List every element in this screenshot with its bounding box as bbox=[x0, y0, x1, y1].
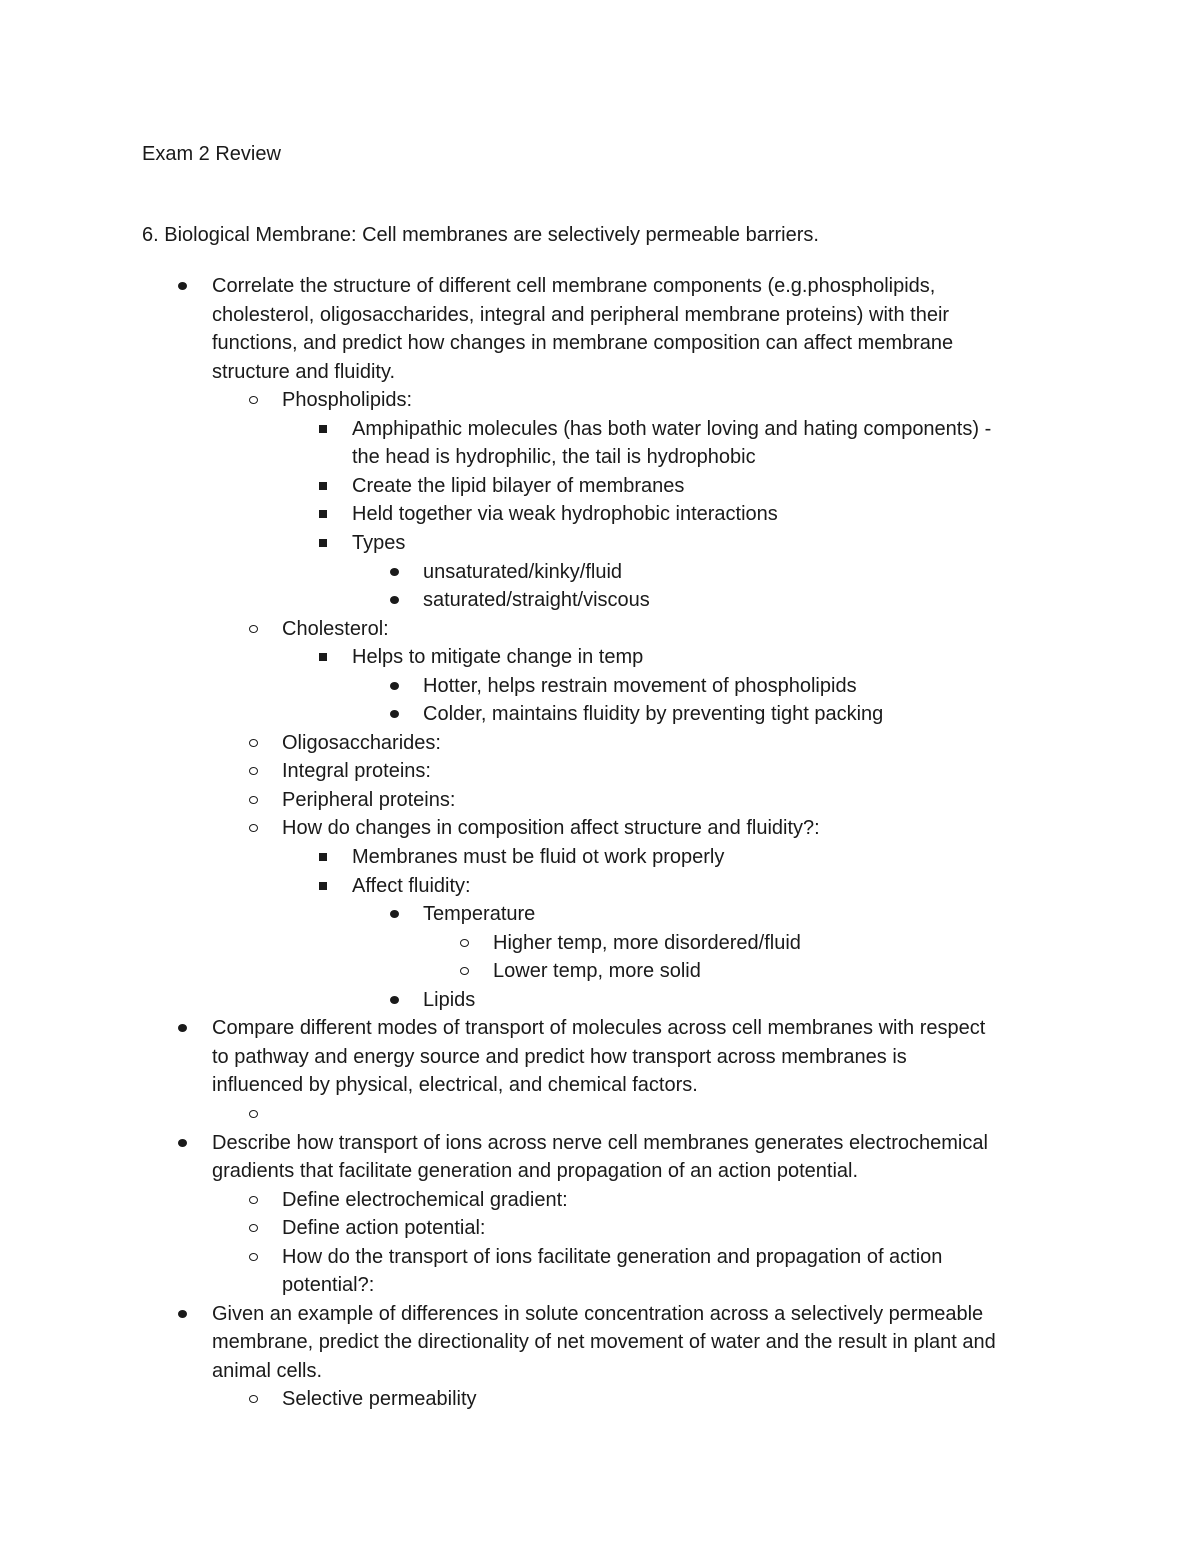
disc-bullet-icon bbox=[390, 682, 399, 690]
disc-bullet-icon bbox=[178, 1310, 187, 1318]
circle-bullet-icon bbox=[249, 1196, 258, 1204]
disc-bullet-icon bbox=[390, 568, 399, 576]
list-item-text: Lipids bbox=[423, 988, 476, 1011]
disc-bullet-icon bbox=[390, 596, 399, 604]
circle-bullet-icon bbox=[249, 396, 258, 404]
list-item-text: Lower temp, more solid bbox=[493, 960, 701, 983]
list-item-text: Phospholipids: bbox=[282, 389, 413, 412]
circle-bullet-icon bbox=[249, 1395, 258, 1403]
list-item-text: Selective permeability bbox=[282, 1388, 477, 1411]
square-bullet-icon bbox=[319, 853, 327, 861]
circle-bullet-icon bbox=[249, 1110, 258, 1118]
list-item-text: Correlate the structure of different cell membrane components (e.g.phospholipids, bbox=[212, 275, 936, 297]
circle-bullet-icon bbox=[249, 796, 258, 804]
list-item-text: influenced by physical, electrical, and chemical factors. bbox=[212, 1074, 698, 1097]
list-item-text: Colder, maintains fluidity by preventing tight packing bbox=[423, 703, 884, 726]
list-item-text: functions, and predict how changes in membrane composition can affect membrane bbox=[212, 332, 954, 355]
list-item-text: Membranes must be fluid ot work properly bbox=[352, 846, 725, 868]
list-item-text: Helps to mitigate change in temp bbox=[352, 646, 644, 669]
list-item-text: How do changes in composition affect structure and fluidity?: bbox=[282, 817, 820, 840]
list-item-text: Define action potential: bbox=[282, 1217, 486, 1240]
circle-bullet-icon bbox=[460, 967, 469, 975]
disc-bullet-icon bbox=[178, 1024, 187, 1032]
square-bullet-icon bbox=[319, 425, 327, 433]
circle-bullet-icon bbox=[249, 1224, 258, 1232]
list-item-text: Integral proteins: bbox=[282, 760, 431, 783]
list-item-text: Define electrochemical gradient: bbox=[282, 1188, 568, 1211]
section-heading: 6. Biological Membrane: Cell membranes are selectively permeable barriers. bbox=[142, 224, 819, 246]
list-item-text: Types bbox=[352, 531, 406, 554]
list-item-text: Affect fluidity: bbox=[352, 874, 471, 897]
list-item-text: Cholesterol: bbox=[282, 617, 389, 640]
disc-bullet-icon bbox=[178, 282, 187, 290]
circle-bullet-icon bbox=[249, 767, 258, 775]
list-item-text: gradients that facilitate generation and propagation of an action potential. bbox=[212, 1160, 859, 1183]
list-item-text: How do the transport of ions facilitate generation and propagation of action bbox=[282, 1245, 943, 1268]
disc-bullet-icon bbox=[390, 710, 399, 718]
list-item-text: Hotter, helps restrain movement of phospholipids bbox=[423, 674, 857, 697]
square-bullet-icon bbox=[319, 882, 327, 890]
list-item-text: Describe how transport of ions across nerve cell membranes generates electrochemical bbox=[212, 1131, 988, 1154]
list-item-text: Peripheral proteins: bbox=[282, 788, 456, 811]
list-item-text: membrane, predict the directionality of net movement of water and the result in plant and bbox=[212, 1331, 996, 1354]
list-item-text: to pathway and energy source and predict how transport across membranes is bbox=[212, 1045, 907, 1068]
list-item-text: Oligosaccharides: bbox=[282, 731, 441, 754]
list-item-text: Create the lipid bilayer of membranes bbox=[352, 474, 685, 497]
list-item-text: Amphipathic molecules (has both water loving and hating components) - bbox=[352, 417, 992, 440]
list-item-text: Held together via weak hydrophobic interactions bbox=[352, 503, 778, 526]
disc-bullet-icon bbox=[178, 1139, 187, 1147]
list-item-text: unsaturated/kinky/fluid bbox=[423, 560, 623, 583]
document-title: Exam 2 Review bbox=[142, 143, 281, 165]
list-item-text: animal cells. bbox=[212, 1359, 323, 1382]
square-bullet-icon bbox=[319, 539, 327, 547]
disc-bullet-icon bbox=[390, 996, 399, 1004]
list-item-text: Compare different modes of transport of molecules across cell membranes with respect bbox=[212, 1017, 986, 1040]
list-item-text: potential?: bbox=[282, 1274, 375, 1297]
list-item-text: Temperature bbox=[423, 903, 536, 926]
disc-bullet-icon bbox=[390, 910, 399, 918]
list-item-text: Given an example of differences in solute concentration across a selectively permeable bbox=[212, 1302, 984, 1325]
circle-bullet-icon bbox=[249, 1253, 258, 1261]
list-item-text: saturated/straight/viscous bbox=[423, 589, 650, 612]
list-item-text: structure and fluidity. bbox=[212, 360, 396, 383]
circle-bullet-icon bbox=[249, 625, 258, 633]
square-bullet-icon bbox=[319, 510, 327, 518]
circle-bullet-icon bbox=[249, 739, 258, 747]
circle-bullet-icon bbox=[249, 824, 258, 832]
circle-bullet-icon bbox=[460, 939, 469, 947]
list-item-text: Higher temp, more disordered/fluid bbox=[493, 931, 801, 954]
square-bullet-icon bbox=[319, 653, 327, 661]
list-item-text: the head is hydrophilic, the tail is hydrophobic bbox=[352, 446, 756, 469]
list-item-text: cholesterol, oligosaccharides, integral and peripheral membrane proteins) with their bbox=[212, 303, 950, 326]
square-bullet-icon bbox=[319, 482, 327, 490]
